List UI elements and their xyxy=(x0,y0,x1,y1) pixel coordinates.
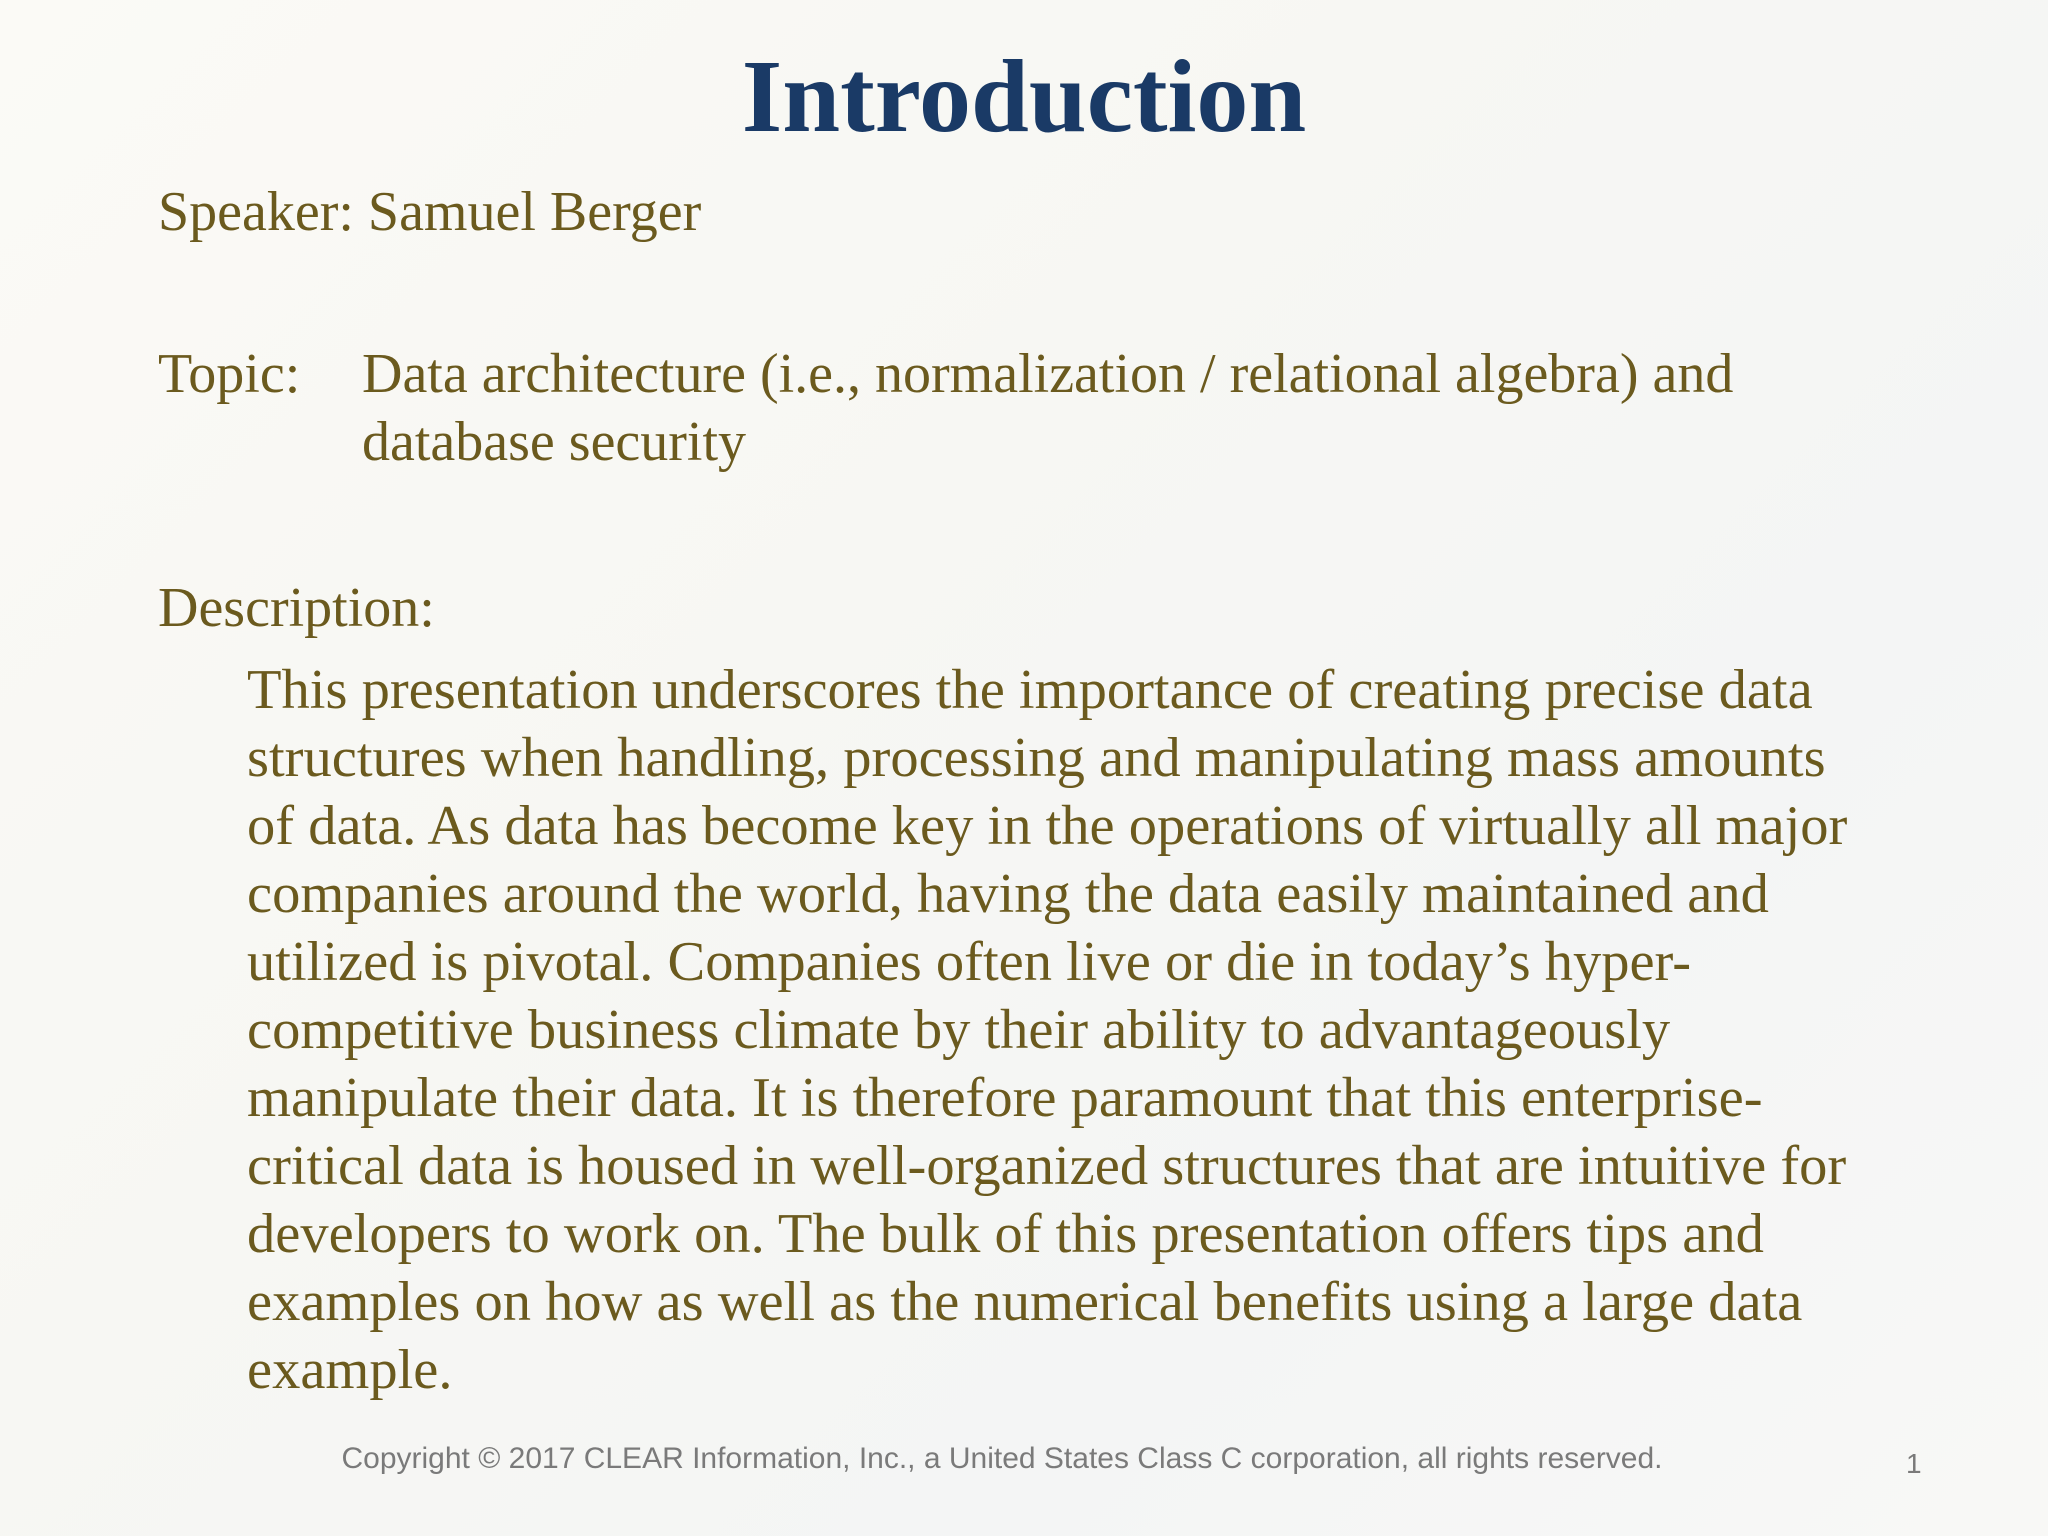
description-line: structures when handling, processing and manipulating mass amounts xyxy=(247,727,1826,789)
description-line: examples on how as well as the numerical benefits using a large data xyxy=(247,1271,1803,1333)
description-line: developers to work on. The bulk of this presentation offers tips and xyxy=(247,1203,1764,1265)
description-line: competitive business climate by their ability to advantageously xyxy=(247,999,1671,1061)
description-line: critical data is housed in well-organized structures that are intuitive for xyxy=(247,1135,1847,1197)
topic-label: Topic: xyxy=(158,343,301,405)
description-text xyxy=(247,656,1897,1404)
description-line: example. xyxy=(247,1339,453,1401)
topic-line: Data architecture (i.e., normalization / relational algebra) and xyxy=(362,343,1734,405)
description-line: utilized is pivotal. Companies often live or die in today’s hyper- xyxy=(247,931,1692,993)
topic-text xyxy=(362,340,1822,476)
copyright-text: Copyright © 2017 CLEAR Information, Inc., a United States Class C corporation, all rights reserved. xyxy=(341,1442,1663,1475)
description-line: companies around the world, having the data easily maintained and xyxy=(247,863,1769,925)
copyright-footer xyxy=(0,1442,2048,1476)
description-label: Description: xyxy=(158,577,435,639)
description-line: of data. As data has become key in the operations of virtually all major xyxy=(247,795,1848,857)
description-line: manipulate their data. It is therefore paramount that this enterprise- xyxy=(247,1067,1763,1129)
slide-title: Introduction xyxy=(741,39,1307,154)
topic-line: database security xyxy=(362,411,747,473)
speaker-line: Speaker: Samuel Berger xyxy=(158,181,702,243)
description-line: This presentation underscores the importance of creating precise data xyxy=(247,659,1813,721)
page-number: 1 xyxy=(1906,1448,1922,1479)
